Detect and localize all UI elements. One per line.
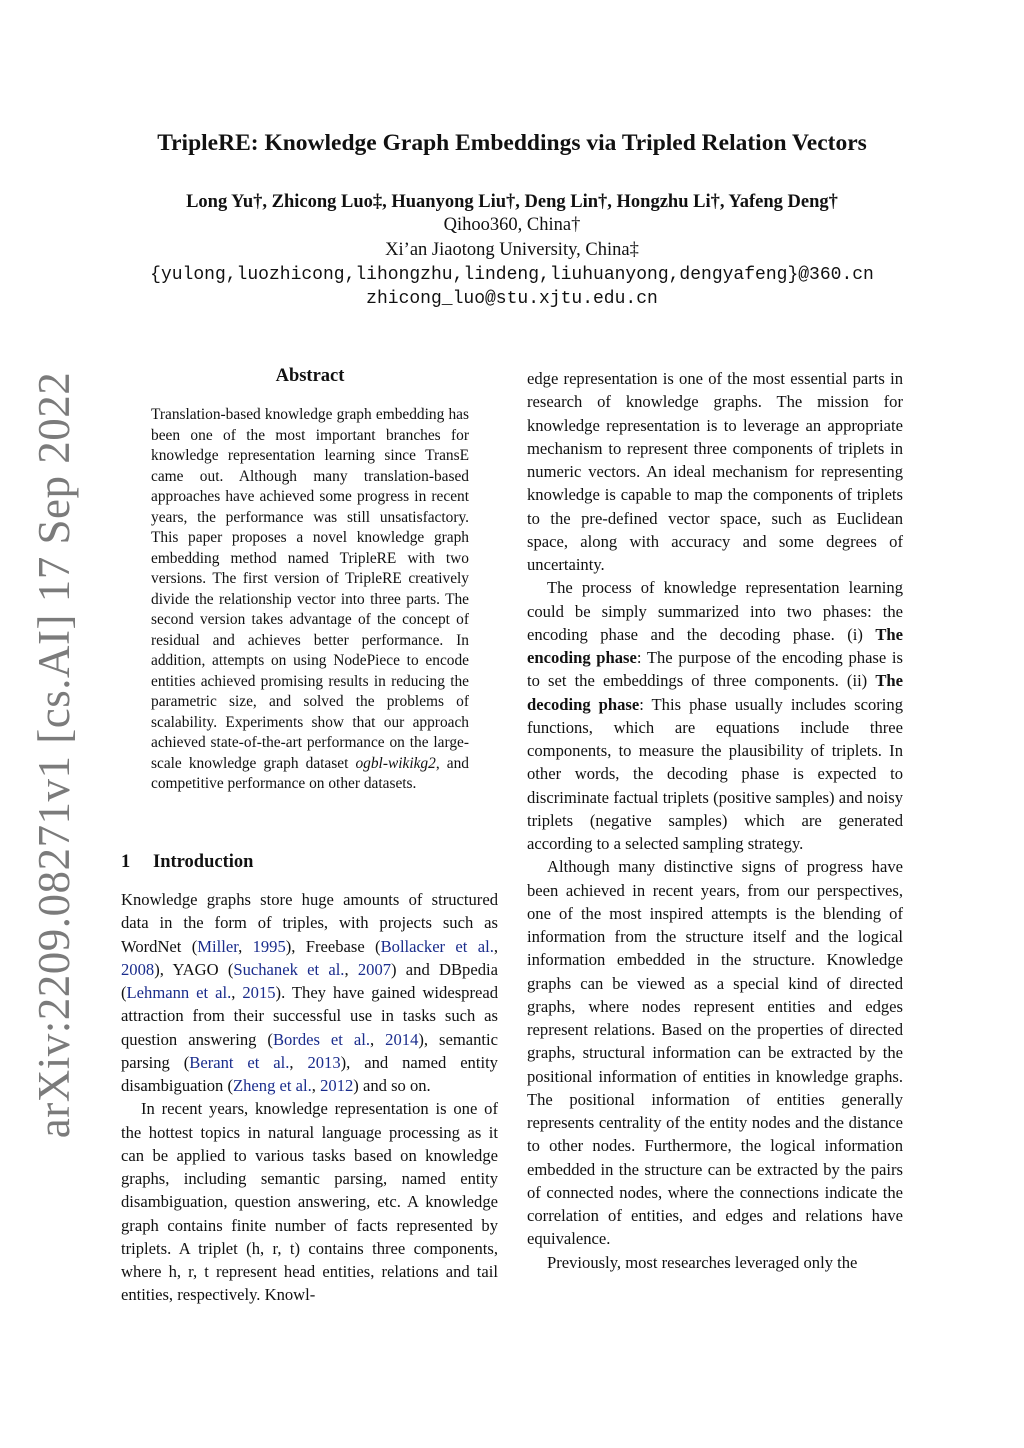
left-column [121,888,498,1307]
email-360: {yulong,luozhicong,lihongzhu,lindeng,liuhuanyong,dengyafeng}@360.cn [150,265,874,285]
citation-link[interactable]: 2014 [385,1029,419,1049]
section-heading-introduction [121,852,253,873]
citation-link[interactable]: Miller [197,936,239,956]
citation-link[interactable]: Lehmann et al. [126,983,232,1002]
section-title: Introduction [153,852,254,872]
abstract-heading: Abstract [275,366,345,386]
intro-paragraph-5: Previously, most researches leveraged only the [547,1252,858,1272]
affiliation-xjtu: Xi’an Jiaotong University, China‡ [385,240,639,260]
citation-link[interactable]: 2013 [307,1052,341,1072]
section-number: 1 [121,852,131,872]
affiliation-qihoo: Qihoo360, China† [443,215,581,235]
intro-paragraph-4: Although many distinctive signs of progress have been achieved in recent years, from our perspectives, one of the most inspired attempts is the blending of information from the structure itself and the logical information embedded in the structure. Knowledge graphs can be viewed as a special kind of directed graphs, where nodes represent entities and edges represent relations. Based on the properties of directed graphs, structural information can be extracted by the positional information of entities in knowledge graphs. The positional information of entities generally represents centrality of the entity nodes and the distance to other nodes. Furthermore, the logical information embedded in the structure can be extracted by the pairs of connected nodes, where the connections indicate the correlation of entities, and edges and relations have equivalence. [527,857,903,1249]
author-list: Long Yu†, Zhicong Luo‡, Huanyong Liu†, Deng Lin†, Hongzhu Li†, Yafeng Deng† [186,192,838,212]
right-column [527,367,903,1274]
intro-paragraph-2: In recent years, knowledge representation is one of the hottest topics in natural language processing as it can be applied to various tasks based on knowledge graphs, including semantic parsing, named entity disambiguation, question answering, etc. A knowledge graph contains finite number of facts represented by triplets. A triplet (h, r, t) contains three components, where h, r, t represent head entities, relations and tail entities, respectively. Knowl- [121,1099,498,1305]
paper-title: TripleRE: Knowledge Graph Embeddings via Tripled Relation Vectors [157,130,867,156]
email-xjtu: zhicong_luo@stu.xjtu.edu.cn [366,289,658,309]
abstract-text-before: Translation-based knowledge graph embedding has been one of the most important branches for knowledge representation learning since TransE came out. Although many translation-based approaches have achieved some progress in recent years, the performance was still unsatisfactory. This paper proposes a novel knowledge graph embedding method named TripleRE with two versions. The first version of TripleRE creatively divide the relationship vector into three parts. The second version takes advantage of the concept of residual and achieves better performance. In addition, attempts on using NodePiece to encode entities achieved promising results in reducing the parametric size, and solved the problems of scalability. Experiments show that our approach achieved state-of-the-art performance on the large-scale knowledge graph dataset [151,406,469,772]
citation-link[interactable]: Zheng et al. [233,1076,312,1095]
abstract-text-after: , and competitive performance on other datasets. [151,754,469,792]
abstract-body [151,405,469,795]
citation-link[interactable]: 2008 [121,959,155,979]
citation-link[interactable]: 2012 [320,1076,354,1095]
citation-link[interactable]: 2015 [242,983,276,1002]
citation-link[interactable]: 2007 [357,959,392,979]
citation-link[interactable]: 1995 [252,936,286,956]
intro-paragraph-2-continued: edge representation is one of the most essential parts in research of knowledge graphs. The mission for knowledge representation is to leverage an appropriate mechanism to represent three components of triplets in numeric vectors. An ideal mechanism for representing knowledge is capable to map the components of triplets to the pre-defined vector space, such as Euclidean space, along with accuracy and some degrees of uncertainty. [527,369,903,574]
decoding-phase-term: The decoding phase [527,671,903,714]
citation-link[interactable]: Bollacker et al. [380,936,494,956]
dataset-name: ogbl-wikikg2 [355,754,436,772]
citation-link[interactable]: Bordes et al. [272,1029,371,1049]
arxiv-id-text: arXiv:2209.08271v1 [cs.AI] 17 Sep 2022 [29,371,79,1139]
arxiv-identifier [18,371,90,1139]
intro-paragraph-1: Knowledge graphs store huge amounts of structured data in the form of triples, with projects such as WordNet (Miller, 1995), Freebase (Bollacker et al., 2008), YAGO (Suchanek et al., 2007) and DBpedia (Lehmann et al., 2015). They have gained widespread attraction from their successful use in tasks such as question answering (Bordes et al., 2014), semantic parsing (Berant et al., 2013), and named entity disambiguation (Zheng et al., 2012) and so on. [121,890,499,1095]
encoding-phase-term: The encoding phase [527,624,903,667]
intro-paragraph-3: The process of knowledge representation learning could be simply summarized into two phases: the encoding phase and the decoding phase. (i) The encoding phase: The purpose of the encoding phase is to set the embeddings of three components. (ii) The decoding phase: This phase usually includes scoring functions, which are equations include three components, to measure the plausibility of triplets. In other words, the decoding phase is expected to discriminate factual triplets (positive samples) and noisy triplets (negative samples) which are generated according to a selected sampling strategy. [527,578,903,853]
citation-link[interactable]: Suchanek et al. [233,959,345,979]
citation-link[interactable]: Berant et al. [189,1052,290,1072]
